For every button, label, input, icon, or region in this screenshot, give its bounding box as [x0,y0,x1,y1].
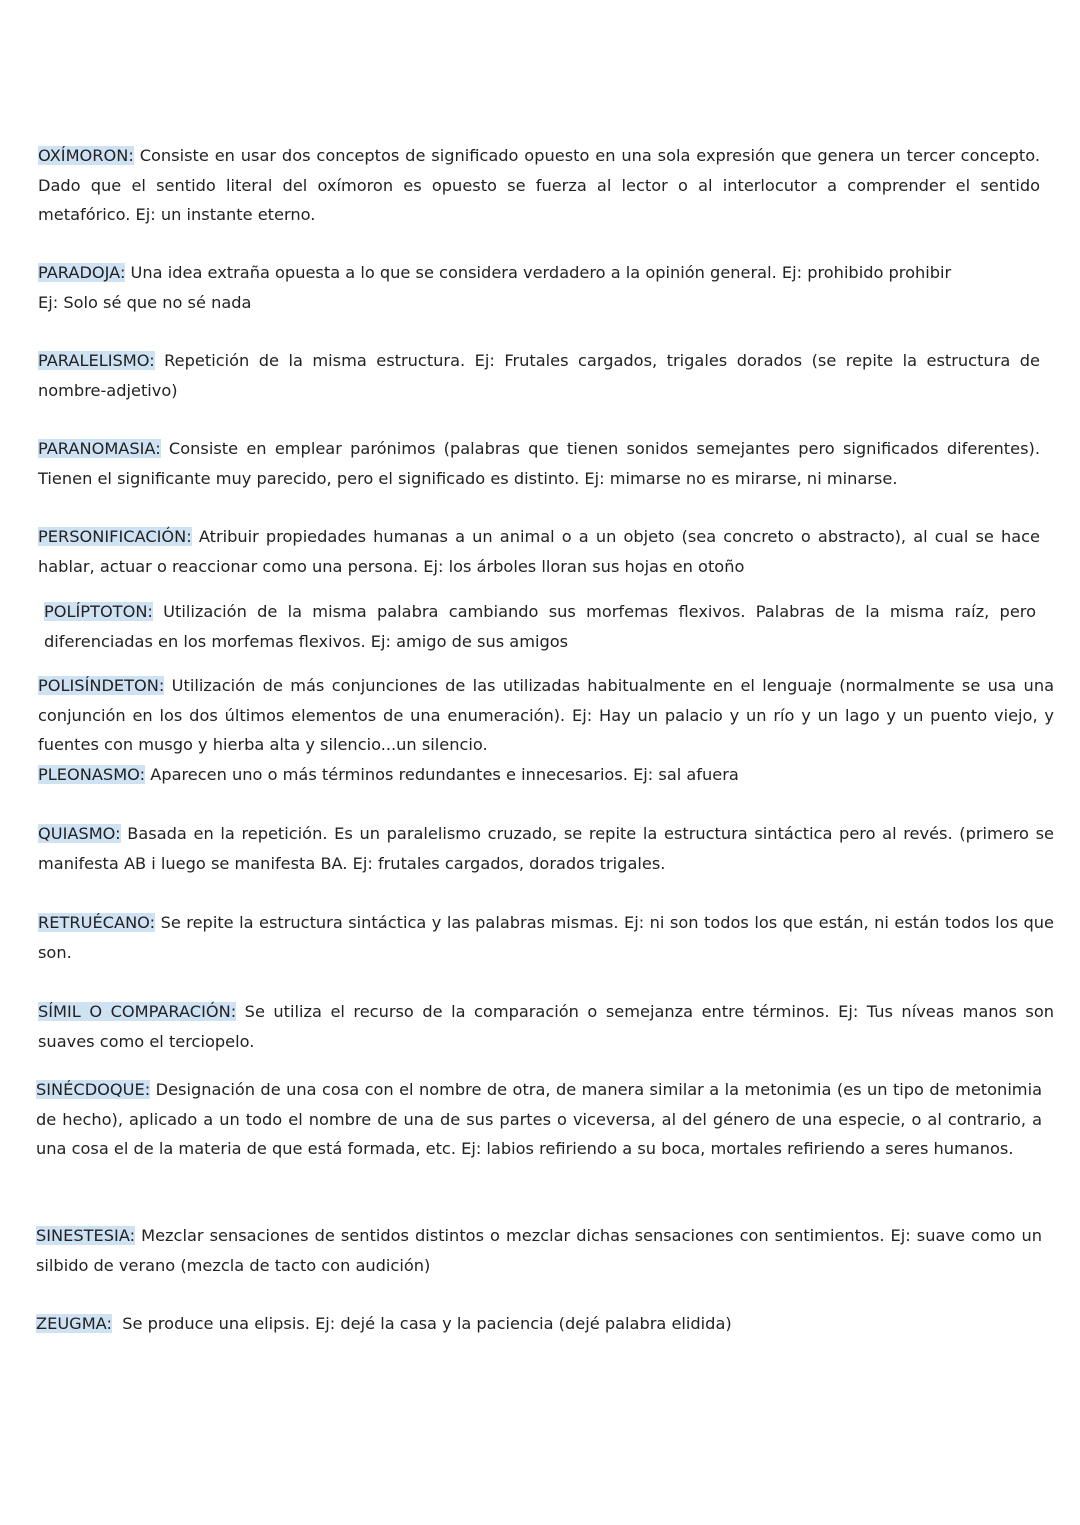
definition-text: Una idea extraña opuesta a lo que se considera verdadero a la opinión general. Ej: prohibido prohibir [125,263,952,282]
example-text: Ej: Solo sé que no sé nada [38,292,252,312]
entry-sinecdoque [36,1075,1042,1164]
term-label: POLÍPTOTON: [44,602,153,621]
definition-text: Se produce una elipsis. Ej: dejé la casa y la paciencia (dejé palabra elidida) [111,1314,732,1333]
term-label: SINÉCDOQUE: [36,1080,151,1099]
definition-text: Consiste en usar dos conceptos de significado opuesto en una sola expresión que genera un tercer concepto. Dado que el sentido literal del oxímoron es opuesto se fuerza al lector o al interlocutor a comprender el sentido metafórico. Ej: un instante eterno. [38,146,1040,224]
entry-personificacion [38,522,1040,581]
entry-zeugma [36,1309,1042,1339]
entry-polisindeton [38,671,1054,760]
term-label: RETRUÉCANO: [38,913,156,932]
entry-sinestesia [36,1221,1042,1280]
term-label: PARALELISMO: [38,351,155,370]
definition-text: Designación de una cosa con el nombre de otra, de manera similar a la metonimia (es un tipo de metonimia de hecho), aplicado a un todo el nombre de una de sus partes o viceversa, al del género de una especie, o al contrario, a una cosa el de la materia de que está formada, etc. Ej: labios refiriendo a su boca, mortales refiriendo a seres humanos. [36,1080,1042,1158]
term-label: SINESTESIA: [36,1226,136,1245]
entry-poliptoton [44,597,1036,656]
definition-text: Se repite la estructura sintáctica y las palabras mismas. Ej: ni son todos los que están, ni están todos los que son. [38,913,1054,962]
definition-text: Consiste en emplear parónimos (palabras que tienen sonidos semejantes pero significados diferentes). Tienen el significante muy parecido, pero el significado es distinto. Ej: mimarse no es mirarse, ni minarse. [38,439,1040,488]
definition-text: Utilización de más conjunciones de las utilizadas habitualmente en el lenguaje (normalmente se usa una conjunción en los dos últimos elementos de una enumeración). Ej: Hay un palacio y un río y un lago y un puento viejo, y fuentes con musgo y hierba alta y silencio...un silencio. [38,676,1054,754]
term-label: PLEONASMO: [38,765,146,784]
term-label: ZEUGMA: [36,1314,112,1333]
entry-paranomasia [38,434,1040,493]
entry-paradoja [38,258,1040,317]
entry-quiasmo [38,819,1054,878]
entry-paralelismo [38,346,1040,405]
entry-oximoron [38,141,1040,230]
definition-text: Utilización de la misma palabra cambiando sus morfemas flexivos. Palabras de la misma raíz, pero diferenciadas en los morfemas flexivos. Ej: amigo de sus amigos [44,602,1036,651]
definition-text: Basada en la repetición. Es un paralelismo cruzado, se repite la estructura sintáctica pero al revés. (primero se manifesta AB i luego se manifesta BA. Ej: frutales cargados, dorados trigales. [38,824,1054,873]
definition-text: Repetición de la misma estructura. Ej: Frutales cargados, trigales dorados (se repite la estructura de nombre-adjetivo) [38,351,1040,400]
definition-text: Aparecen uno o más términos redundantes e innecesarios. Ej: sal afuera [145,765,739,784]
term-label: OXÍMORON: [38,146,134,165]
entry-pleonasmo [38,760,1054,790]
entry-retruecano [38,908,1054,967]
term-label: PARANOMASIA: [38,439,161,458]
term-label: PARADOJA: [38,263,126,282]
definition-text: Se utiliza el recurso de la comparación o semejanza entre términos. Ej: Tus níveas manos son suaves como el terciopelo. [38,1002,1054,1051]
term-label: SÍMIL O COMPARACIÓN: [38,1002,237,1021]
term-label: QUIASMO: [38,824,121,843]
definition-text: Atribuir propiedades humanas a un animal o a un objeto (sea concreto o abstracto), al cual se hace hablar, actuar o reaccionar como una persona. Ej: los árboles lloran sus hojas en otoño [38,527,1040,576]
term-label: PERSONIFICACIÓN: [38,527,192,546]
entry-simil [38,997,1054,1056]
definition-text: Mezclar sensaciones de sentidos distintos o mezclar dichas sensaciones con sentimientos. Ej: suave como un silbido de verano (mezcla de tacto con audición) [36,1226,1042,1275]
term-label: POLISÍNDETON: [38,676,165,695]
